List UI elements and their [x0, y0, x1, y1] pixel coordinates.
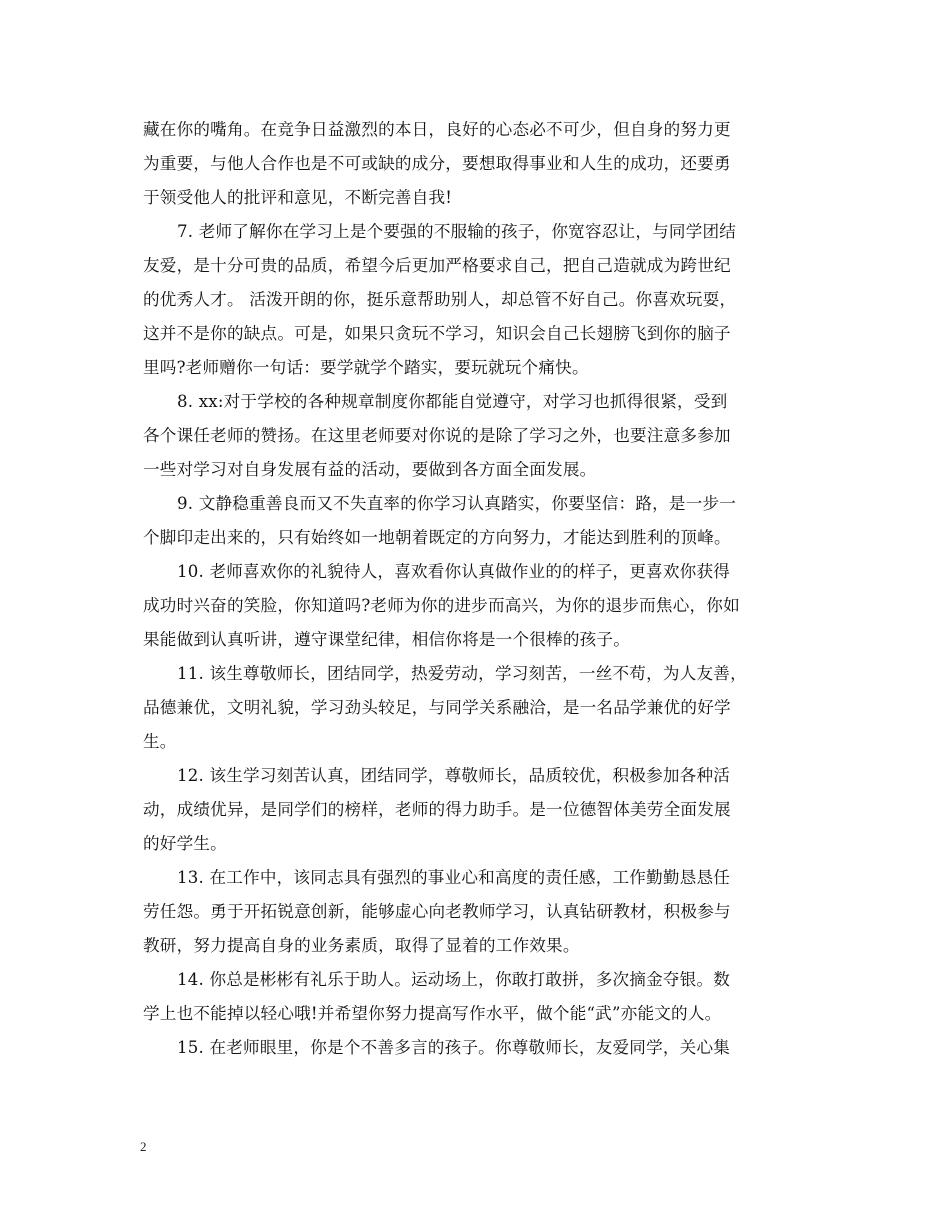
text-line: 各个课任老师的赞扬。在这里老师要对你说的是除了学习之外，也要注意多参加: [143, 426, 731, 445]
text-line: 这并不是你的缺点。可是，如果只贪玩不学习，知识会自己长翅膀飞到你的脑子: [143, 324, 731, 343]
text-line: 个脚印走出来的，只有始终如一地朝着既定的方向努力，才能达到胜利的顶峰。: [143, 528, 731, 547]
text-line: 的优秀人才。 活泼开朗的你，挺乐意帮助别人，却总管不好自己。你喜欢玩耍，: [143, 290, 737, 309]
page-number: 2: [140, 1139, 147, 1154]
paragraph-7-start: 7. 老师了解你在学习上是个要强的不服输的孩子，你宽容忍让，与同学团结: [177, 222, 737, 241]
paragraph-11-start: 11. 该生尊敬师长，团结同学，热爱劳动，学习刻苦，一丝不苟，为人友善，: [177, 664, 747, 683]
paragraph-14-start: 14. 你总是彬彬有礼乐于助人。运动场上，你敢打敢拼，多次摘金夺银。数: [177, 970, 731, 989]
paragraph-13-start: 13. 在工作中，该同志具有强烈的事业心和高度的责任感，工作勤勤恳恳任: [177, 868, 731, 887]
text-line: 一些对学习对自身发展有益的活动，要做到各方面全面发展。: [143, 460, 597, 479]
text-line: 友爱，是十分可贵的品质，希望今后更加严格要求自己，把自己造就成为跨世纪: [143, 256, 731, 275]
paragraph-12-start: 12. 该生学习刻苦认真，团结同学，尊敬师长，品质较优，积极参加各种活: [177, 766, 731, 785]
text-line: 品德兼优，文明礼貌，学习劲头较足，与同学关系融洽，是一名品学兼优的好学: [143, 698, 731, 717]
paragraph-10-start: 10. 老师喜欢你的礼貌待人，喜欢看你认真做作业的的样子，更喜欢你获得: [177, 562, 731, 581]
paragraph-15-start: 15. 在老师眼里，你是个不善多言的孩子。你尊敬师长，友爱同学，关心集: [177, 1038, 731, 1057]
document-body: [143, 113, 815, 1065]
text-line: 劳任怨。勇于开拓锐意创新，能够虚心向老教师学习，认真钻研教材，积极参与: [143, 902, 731, 921]
text-line: 于领受他人的批评和意见，不断完善自我!: [143, 188, 453, 207]
text-line: 果能做到认真听讲，遵守课堂纪律，相信你将是一个很棒的孩子。: [143, 630, 631, 649]
text-line: 学上也不能掉以轻心哦!并希望你努力提高写作水平，做个能“武”亦能文的人。: [143, 1004, 722, 1023]
paragraph-9-start: 9. 文静稳重善良而又不失直率的你学习认真踏实，你要坚信：路，是一步一: [177, 494, 737, 513]
text-line: 动，成绩优异，是同学们的榜样，老师的得力助手。是一位德智体美劳全面发展: [143, 800, 731, 819]
text-line: 里吗?老师赠你一句话：要学就学个踏实，要玩就玩个痛快。: [143, 358, 589, 377]
text-line: 为重要，与他人合作也是不可或缺的成分，要想取得事业和人生的成功，还要勇: [143, 154, 731, 173]
text-line: 成功时兴奋的笑脸，你知道吗?老师为你的进步而高兴，为你的退步而焦心，你如: [143, 596, 740, 615]
text-line: 藏在你的嘴角。在竞争日益激烈的本日，良好的心态必不可少，但自身的努力更: [143, 120, 731, 139]
paragraph-8-start: 8. xx:对于学校的各种规章制度你都能自觉遵守，对学习也抓得很紧，受到: [177, 392, 728, 411]
text-line: 教研，努力提高自身的业务素质，取得了显着的工作效果。: [143, 936, 580, 955]
text-line: 生。: [143, 732, 177, 751]
text-line: 的好学生。: [143, 834, 227, 853]
